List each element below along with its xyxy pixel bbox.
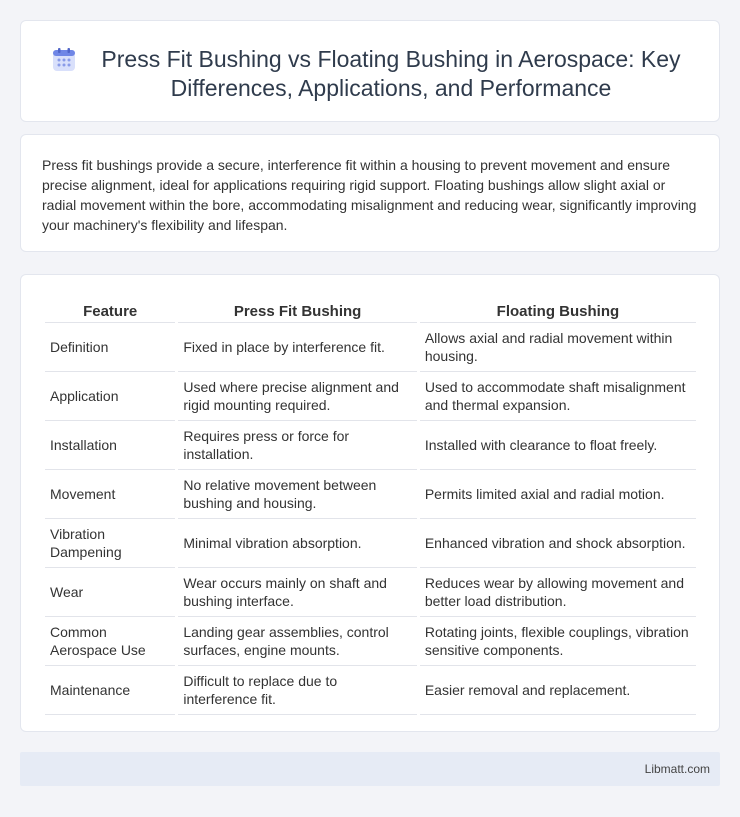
comparison-table: [42, 295, 699, 715]
floating-cell: Permits limited axial and radial motion.: [420, 470, 696, 519]
table-row: [45, 372, 696, 421]
press-fit-cell: Used where precise alignment and rigid mounting required.: [178, 372, 417, 421]
header-floating: Floating Bushing: [420, 295, 696, 323]
press-fit-cell: Difficult to replace due to interference fit.: [178, 666, 417, 715]
floating-cell: Allows axial and radial movement within housing.: [420, 323, 696, 372]
feature-cell: Wear: [45, 568, 175, 617]
comparison-table-card: [20, 274, 720, 732]
table-row: [45, 568, 696, 617]
intro-card: [20, 134, 720, 252]
table-row: [45, 617, 696, 666]
calendar-icon: [51, 47, 77, 73]
feature-cell: Movement: [45, 470, 175, 519]
header-press-fit: Press Fit Bushing: [178, 295, 417, 323]
floating-cell: Rotating joints, flexible couplings, vibration sensitive components.: [420, 617, 696, 666]
table-row: [45, 323, 696, 372]
table-row: [45, 519, 696, 568]
feature-cell: Vibration Dampening: [45, 519, 175, 568]
feature-cell: Installation: [45, 421, 175, 470]
press-fit-cell: Fixed in place by interference fit.: [178, 323, 417, 372]
table-row: [45, 666, 696, 715]
intro-paragraph: Press fit bushings provide a secure, interference fit within a housing to prevent movement and ensure precise alignment, ideal for applications requiring rigid support. Floating bushings allow slight axial or radial movement within the bore, accommodating misalignment and reducing wear, significantly improving your machinery's flexibility and lifespan.: [42, 157, 697, 233]
floating-cell: Installed with clearance to float freely.: [420, 421, 696, 470]
floating-cell: Reduces wear by allowing movement and better load distribution.: [420, 568, 696, 617]
feature-cell: Common Aerospace Use: [45, 617, 175, 666]
floating-cell: Used to accommodate shaft misalignment and thermal expansion.: [420, 372, 696, 421]
press-fit-cell: No relative movement between bushing and housing.: [178, 470, 417, 519]
page-title: Press Fit Bushing vs Floating Bushing in Aerospace: Key Differences, Applications, and Performance: [101, 46, 681, 101]
press-fit-cell: Landing gear assemblies, control surfaces, engine mounts.: [178, 617, 417, 666]
footer-bar: [20, 752, 720, 786]
press-fit-cell: Minimal vibration absorption.: [178, 519, 417, 568]
press-fit-cell: Requires press or force for installation.: [178, 421, 417, 470]
feature-cell: Maintenance: [45, 666, 175, 715]
press-fit-cell: Wear occurs mainly on shaft and bushing interface.: [178, 568, 417, 617]
feature-cell: Definition: [45, 323, 175, 372]
floating-cell: Easier removal and replacement.: [420, 666, 696, 715]
table-row: [45, 470, 696, 519]
footer-site-link[interactable]: Libmatt.com: [644, 762, 710, 776]
table-header-row: [45, 295, 696, 323]
header-feature: Feature: [45, 295, 175, 323]
header-card: [20, 20, 720, 122]
table-row: [45, 421, 696, 470]
floating-cell: Enhanced vibration and shock absorption.: [420, 519, 696, 568]
feature-cell: Application: [45, 372, 175, 421]
